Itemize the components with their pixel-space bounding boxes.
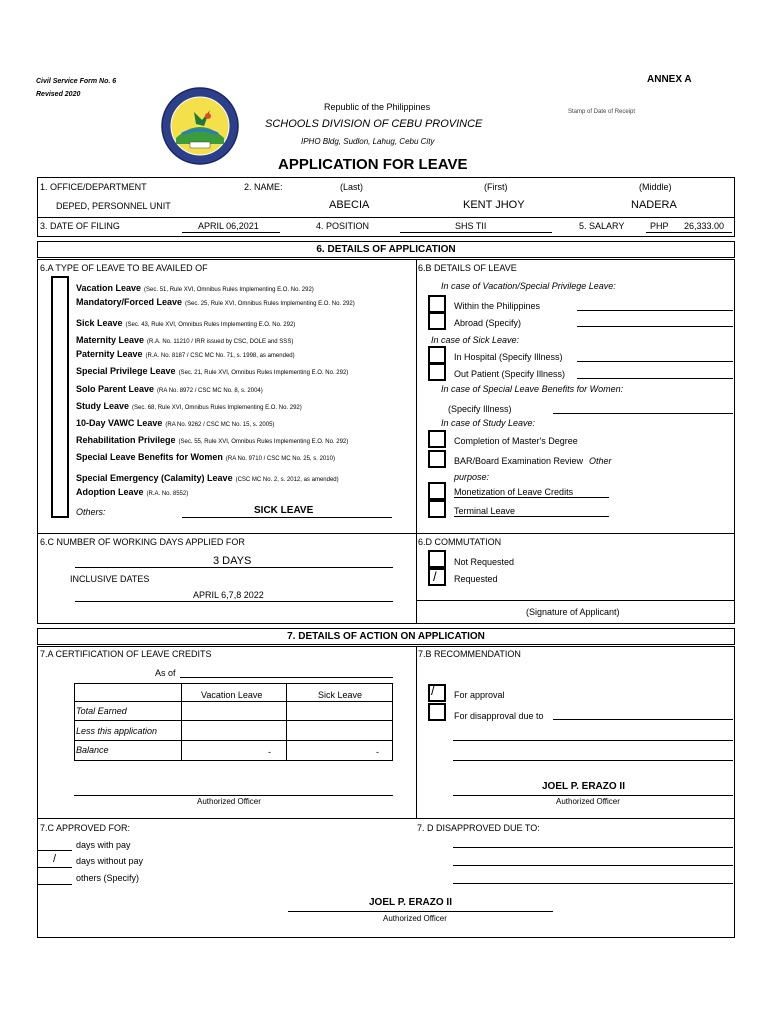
working-days-underline bbox=[75, 567, 393, 568]
masters-label: Completion of Master's Degree bbox=[454, 436, 578, 446]
working-days-value[interactable]: 3 DAYS bbox=[213, 555, 252, 567]
first-name-label: (First) bbox=[484, 182, 508, 192]
leave-type-option[interactable] bbox=[76, 318, 295, 328]
leave-type-option[interactable] bbox=[76, 283, 314, 293]
position-value[interactable]: SHS TII bbox=[455, 221, 487, 231]
bar-review-checkbox[interactable] bbox=[428, 450, 446, 468]
disapproved-reason-line-1 bbox=[453, 847, 733, 848]
row-balance: Balance bbox=[76, 745, 109, 755]
in-hospital-checkbox[interactable] bbox=[428, 346, 446, 364]
receipt-stamp-label: Stamp of Date of Receipt bbox=[568, 109, 636, 115]
certification-signature-line bbox=[74, 795, 393, 796]
salary-label: 5. SALARY bbox=[579, 221, 625, 231]
certification-label: 7.A CERTIFICATION OF LEAVE CREDITS bbox=[40, 649, 212, 659]
office-label: 1. OFFICE/DEPARTMENT bbox=[40, 182, 147, 192]
leave-type-option[interactable] bbox=[76, 418, 274, 428]
leave-type-name: Maternity Leave bbox=[76, 335, 145, 345]
leave-type-option[interactable] bbox=[76, 297, 355, 307]
within-ph-checkbox[interactable] bbox=[428, 295, 446, 313]
first-name-value[interactable]: KENT JHOY bbox=[463, 199, 525, 211]
leave-type-reference: (R.A. No. 8552) bbox=[146, 491, 189, 497]
name-label: 2. NAME: bbox=[244, 182, 283, 192]
final-signature-line bbox=[288, 911, 553, 912]
working-days-label: 6.C NUMBER OF WORKING DAYS APPLIED FOR bbox=[40, 537, 245, 547]
credits-table-row-line-2 bbox=[74, 720, 393, 721]
salary-value[interactable]: 26,333.00 bbox=[684, 221, 725, 231]
certification-authorized-officer: Authorized Officer bbox=[197, 797, 261, 806]
position-label: 4. POSITION bbox=[316, 221, 370, 231]
days-without-pay-blank[interactable] bbox=[38, 867, 72, 868]
for-disapproval-label: For disapproval due to bbox=[454, 711, 544, 721]
signature-divider bbox=[417, 600, 734, 601]
days-with-pay-blank[interactable] bbox=[38, 850, 72, 851]
salary-currency: PHP bbox=[650, 221, 669, 231]
leave-type-name: Rehabilitation Privilege bbox=[76, 435, 176, 445]
requested-label: Requested bbox=[454, 574, 498, 584]
days-without-pay-mark: / bbox=[53, 853, 57, 865]
date-underline bbox=[182, 232, 280, 233]
for-approval-check-mark: / bbox=[431, 683, 435, 698]
monetization-underline bbox=[454, 497, 609, 498]
commutation-label: 6.D COMMUTATION bbox=[418, 537, 502, 547]
others-specify-label: others (Specify) bbox=[76, 873, 140, 883]
info-divider bbox=[38, 217, 734, 218]
recommending-officer-name: JOEL P. ERAZO II bbox=[542, 781, 625, 792]
inclusive-dates-value[interactable]: APRIL 6,7,8 2022 bbox=[193, 590, 264, 600]
others-underline bbox=[182, 517, 392, 518]
leave-type-name: Special Leave Benefits for Women bbox=[76, 452, 223, 462]
not-requested-checkbox[interactable] bbox=[428, 550, 446, 568]
out-patient-label: Out Patient (Specify Illness) bbox=[454, 369, 566, 379]
leave-type-reference: (Sec. 68, Rule XVI, Omnibus Rules Implementing E.O. No. 292) bbox=[132, 405, 302, 411]
credits-table-row-line-3 bbox=[74, 740, 393, 741]
specify-illness-underline bbox=[553, 413, 733, 414]
leave-type-reference: (Sec. 25, Rule XVI, Omnibus Rules Implementing E.O. No. 292) bbox=[185, 301, 355, 307]
vacation-case-heading: In case of Vacation/Special Privilege Leave: bbox=[441, 281, 616, 291]
approved-for-label: 7.C APPROVED FOR: bbox=[40, 823, 131, 833]
leave-type-name: Mandatory/Forced Leave bbox=[76, 297, 183, 307]
women-case-heading: In case of Special Leave Benefits for Women: bbox=[441, 384, 624, 394]
leave-type-name: Adoption Leave bbox=[76, 487, 144, 497]
masters-checkbox[interactable] bbox=[428, 430, 446, 448]
signature-label: (Signature of Applicant) bbox=[526, 607, 620, 617]
leave-type-reference: (CSC MC No. 2, s. 2012, as amended) bbox=[235, 477, 339, 483]
middle-name-value[interactable]: NADERA bbox=[631, 199, 677, 211]
recommending-authorized-officer: Authorized Officer bbox=[556, 797, 620, 806]
section-7-horizontal-divider bbox=[38, 818, 734, 819]
in-hospital-underline bbox=[577, 361, 733, 362]
leave-type-option[interactable] bbox=[76, 384, 263, 394]
form-title: APPLICATION FOR LEAVE bbox=[278, 156, 468, 173]
disapproval-reason-line-1 bbox=[553, 719, 733, 720]
recommendation-label: 7.B RECOMMENDATION bbox=[418, 649, 521, 659]
leave-type-name: Special Privilege Leave bbox=[76, 366, 176, 376]
requested-check-mark: / bbox=[433, 569, 437, 584]
credits-table-row-line-1 bbox=[74, 701, 393, 702]
balance-sick-value[interactable]: - bbox=[376, 747, 379, 757]
requested-checkbox[interactable] bbox=[428, 568, 446, 586]
leave-type-name: Sick Leave bbox=[76, 318, 123, 328]
out-patient-checkbox[interactable] bbox=[428, 363, 446, 381]
leave-type-name: 10-Day VAWC Leave bbox=[76, 418, 163, 428]
leave-type-checkbox-column bbox=[51, 276, 69, 518]
leave-type-reference: (R.A. No. 8187 / CSC MC No. 71, s. 1998, as amended) bbox=[145, 353, 295, 359]
disapproved-reason-line-3 bbox=[453, 883, 733, 884]
division-address: IPHO Bldg, Sudlon, Lahug, Cebu City bbox=[301, 137, 435, 146]
sick-case-heading: In case of Sick Leave: bbox=[431, 335, 520, 345]
inclusive-dates-label: INCLUSIVE DATES bbox=[70, 574, 150, 584]
leave-type-option[interactable] bbox=[76, 452, 335, 462]
monetization-checkbox[interactable] bbox=[428, 482, 446, 500]
republic-label: Republic of the Philippines bbox=[324, 102, 431, 112]
abroad-label: Abroad (Specify) bbox=[454, 318, 522, 328]
purpose-label: purpose: bbox=[454, 472, 490, 482]
col-sick-header: Sick Leave bbox=[318, 690, 363, 700]
leave-type-option[interactable] bbox=[76, 401, 302, 411]
other-label: Other bbox=[589, 456, 612, 466]
leave-type-option[interactable] bbox=[76, 349, 295, 359]
type-of-leave-label: 6.A TYPE OF LEAVE TO BE AVAILED OF bbox=[40, 263, 208, 273]
balance-vacation-value[interactable]: - bbox=[268, 747, 271, 757]
leave-type-name: Vacation Leave bbox=[76, 283, 142, 293]
disapproved-due-label: 7. D DISAPPROVED DUE TO: bbox=[417, 823, 540, 833]
specify-illness-label: (Specify Illness) bbox=[448, 404, 512, 414]
terminal-label: Terminal Leave bbox=[454, 506, 516, 516]
terminal-checkbox[interactable] bbox=[428, 500, 446, 518]
annex-label: ANNEX A bbox=[647, 74, 692, 85]
row-less-application: Less this application bbox=[76, 726, 158, 736]
leave-type-name: Solo Parent Leave bbox=[76, 384, 155, 394]
recommending-signature-line bbox=[453, 795, 733, 796]
leave-type-option[interactable] bbox=[76, 366, 348, 376]
leave-type-reference: (RA No. 9262 / CSC MC No. 15, s. 2005) bbox=[165, 422, 275, 428]
as-of-label: As of bbox=[155, 668, 176, 678]
abroad-checkbox[interactable] bbox=[428, 312, 446, 330]
leave-type-name: Special Emergency (Calamity) Leave bbox=[76, 473, 233, 483]
leave-type-reference: (R.A. No. 11210 / IRR issued by CSC, DOLE and SSS) bbox=[147, 339, 294, 345]
disapproved-reason-line-2 bbox=[453, 865, 733, 866]
section-6-heading: 6. DETAILS OF APPLICATION bbox=[37, 241, 735, 258]
inclusive-dates-underline bbox=[75, 601, 393, 602]
section-6-horizontal-divider bbox=[38, 533, 734, 534]
office-value[interactable]: DEPED, PERSONNEL UNIT bbox=[56, 201, 171, 211]
col-vacation-header: Vacation Leave bbox=[201, 690, 263, 700]
leave-type-reference: (RA No. 8972 / CSC MC No. 8, s. 2004) bbox=[157, 388, 263, 394]
disapproval-reason-line-3 bbox=[453, 760, 733, 761]
as-of-underline bbox=[180, 677, 393, 678]
within-ph-label: Within the Philippines bbox=[454, 301, 541, 311]
leave-type-reference: (RA No. 9710 / CSC MC No. 25, s. 2010) bbox=[225, 456, 335, 462]
terminal-underline bbox=[454, 516, 609, 517]
form-number: Civil Service Form No. 6 bbox=[36, 78, 117, 85]
form-revised: Revised 2020 bbox=[36, 91, 81, 98]
study-case-heading: In case of Study Leave: bbox=[441, 418, 536, 428]
leave-type-reference: (Sec. 21, Rule XVI, Omnibus Rules Implementing E.O. No. 292) bbox=[178, 370, 349, 376]
row-total-earned: Total Earned bbox=[76, 706, 127, 716]
date-of-filing-value[interactable]: APRIL 06,2021 bbox=[198, 221, 259, 231]
section-6-vertical-divider bbox=[416, 259, 417, 624]
leave-type-option[interactable] bbox=[76, 335, 293, 345]
position-underline bbox=[400, 232, 552, 233]
leave-type-reference: (Sec. 51, Rule XVI, Omnibus Rules Implementing E.O. No. 292) bbox=[144, 287, 314, 293]
for-approval-label: For approval bbox=[454, 690, 505, 700]
abroad-underline bbox=[577, 326, 733, 327]
leave-type-reference: (Sec. 55, Rule XVI, Omnibus Rules Implementing E.O. No. 292) bbox=[178, 439, 349, 445]
leave-type-name: Study Leave bbox=[76, 401, 130, 411]
date-of-filing-label: 3. DATE OF FILING bbox=[40, 221, 120, 231]
leave-type-option[interactable] bbox=[76, 435, 348, 445]
days-with-pay-label: days with pay bbox=[76, 840, 131, 850]
in-hospital-label: In Hospital (Specify Illness) bbox=[454, 352, 563, 362]
section-7-vertical-divider bbox=[416, 646, 417, 818]
last-name-label: (Last) bbox=[340, 182, 364, 192]
final-officer-name: JOEL P. ERAZO II bbox=[369, 897, 452, 908]
monetization-label: Monetization of Leave Credits bbox=[454, 487, 574, 497]
within-ph-underline bbox=[577, 310, 733, 311]
salary-underline bbox=[646, 232, 732, 233]
bar-review-label: BAR/Board Examination Review bbox=[454, 456, 584, 466]
leave-type-reference: (Sec. 43, Rule XVI, Omnibus Rules Implementing E.O. No. 292) bbox=[125, 322, 296, 328]
for-disapproval-checkbox[interactable] bbox=[428, 703, 446, 721]
out-patient-underline bbox=[577, 378, 733, 379]
deped-seal-logo bbox=[160, 86, 240, 166]
section-7-heading: 7. DETAILS OF ACTION ON APPLICATION bbox=[37, 628, 735, 645]
middle-name-label: (Middle) bbox=[639, 182, 672, 192]
last-name-value[interactable]: ABECIA bbox=[329, 199, 370, 211]
division-name: SCHOOLS DIVISION OF CEBU PROVINCE bbox=[265, 118, 483, 130]
final-authorized-officer: Authorized Officer bbox=[383, 914, 447, 923]
leave-type-name: Paternity Leave bbox=[76, 349, 143, 359]
others-value[interactable]: SICK LEAVE bbox=[254, 505, 314, 516]
leave-type-option[interactable] bbox=[76, 487, 188, 497]
not-requested-label: Not Requested bbox=[454, 557, 515, 567]
disapproval-reason-line-2 bbox=[453, 740, 733, 741]
days-without-pay-label: days without pay bbox=[76, 856, 144, 866]
leave-type-option[interactable] bbox=[76, 473, 339, 483]
others-label: Others: bbox=[76, 507, 106, 517]
others-specify-blank[interactable] bbox=[38, 884, 72, 885]
details-of-leave-label: 6.B DETAILS OF LEAVE bbox=[418, 263, 517, 273]
